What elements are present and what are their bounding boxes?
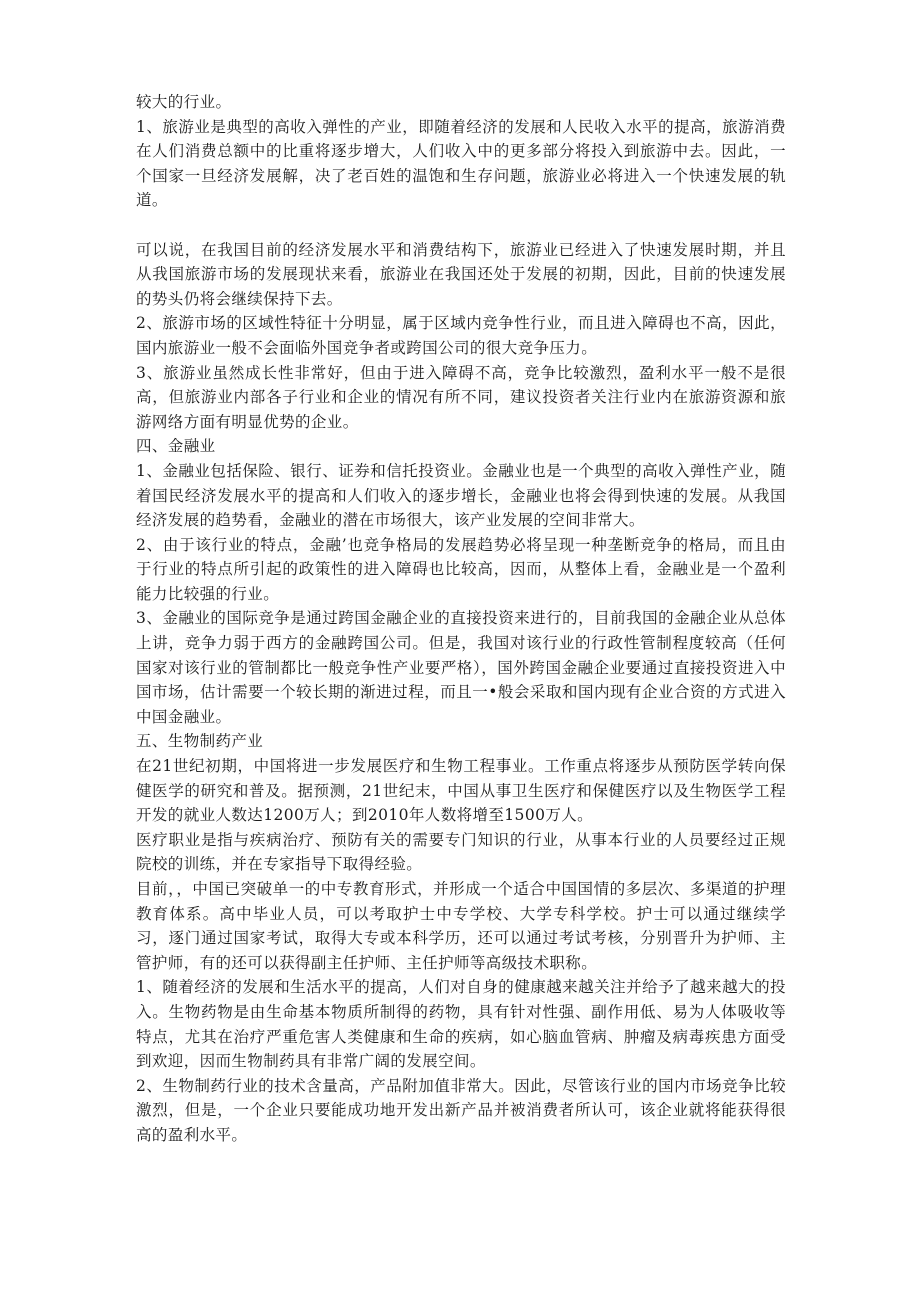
blank-line bbox=[136, 213, 786, 238]
paragraph-tourism-summary: 可以说，在我国目前的经济发展水平和消费结构下，旅游业已经进入了快速发展时期，并且从我国旅游市场的发展现状来看，旅游业在我国还处于发展的初期，因此，目前的快速发展的势头仍将会继续保持下去。 bbox=[136, 240, 786, 308]
paragraph-tourism-3: 3、旅游业虽然成长性非常好，但由于进入障碍不高，竞争比较激烈，盈利水平一般不是很高，但旅游业内部各子行业和企业的情况有所不同，建议投资者关注行业内在旅游资源和旅游网络方面有明显优势的企业。 bbox=[136, 363, 786, 431]
paragraph-intro-fragment: 较大的行业。 bbox=[136, 93, 232, 111]
paragraph-biopharma-1: 1、随着经济的发展和生活水平的提高，人们对自身的健康越来越关注并给予了越来越大的投入。生物药物是由生命基本物质所制得的药物，具有针对性强、副作用低、易为人体吸收等特点，尤其在治疗严重危害人类健康和生命的疾病，如心脑血管病、肿瘤及病毒疾患方面受到欢迎，因而生物制药具有非常广阔的发展空间。 bbox=[136, 978, 786, 1071]
paragraph-medical-profession: 医疗职业是指与疾病治疗、预防有关的需要专门知识的行业，从事本行业的人员要经过正规院校的训练，并在专家指导下取得经验。 bbox=[136, 830, 786, 874]
section-heading-biopharma: 五、生物制药产业 bbox=[136, 732, 264, 751]
paragraph-finance-1: 1、金融业包括保险、银行、证券和信托投资业。金融业也是一个典型的高收入弹性产业，随着国民经济发展水平的提高和人们收入的逐步增长，金融业也将会得到快速的发展。从我国经济发展的趋势看，金融业的潜在市场很大，该产业发展的空间非常大。 bbox=[136, 461, 786, 530]
paragraph-nursing-education: 目前，，中国已突破单一的中专教育形式，并形成一个适合中国国情的多层次、多渠道的护理教育体系。高中毕业人员，可以考取护士中专学校、大学专科学校。护士可以通过继续学习，逐门通过国家考试，取得大专或本科学历，还可以通过考试考核，分别晋升为护师、主管护师，有的还可以获得副主任护师、主任护师等高级技术职称。 bbox=[136, 880, 786, 972]
paragraph-tourism-2: 2、旅游市场的区域性特征十分明显，属于区域内竞争性行业，而且进入障碍也不高，因此，国内旅游业一般不会面临外国竞争者或跨国公司的很大竞争压力。 bbox=[136, 314, 786, 357]
paragraph-biopharma-intro: 在21世纪初期，中国将进一步发展医疗和生物工程事业。工作重点将逐步从预防医学转向保健医学的研究和普及。据预测，21世纪末，中国从事卫生医疗和保健医疗以及生物医学工程开发的就业人数达1200万人；到2010年人数将增至1500万人。 bbox=[136, 757, 786, 825]
paragraph-finance-2: 2、由于该行业的特点，金融’也竞争格局的发展趋势必将呈现一种垄断竞争的格局，而且由于行业的特点所引起的政策性的进入障碍也比较高，因而，从整体上看，金融业是一个盈利能力比较强的行业。 bbox=[136, 535, 786, 603]
section-heading-finance: 四、金融业 bbox=[136, 437, 216, 456]
paragraph-tourism-1: 1、旅游业是典型的高收入弹性的产业，即随着经济的发展和人民收入水平的提高，旅游消费在人们消费总额中的比重将逐步增大，人们收入中的更多部分将投入到旅游中去。因此，一个国家一旦经济发展解，决了老百姓的温饱和生存问题，旅游业必将进入一个快速发展的轨道。 bbox=[136, 117, 786, 210]
document-body bbox=[136, 90, 786, 1148]
paragraph-finance-3: 3、金融业的国际竞争是通过跨国金融企业的直接投资来进行的，目前我国的金融企业从总体上讲，竞争力弱于西方的金融跨国公司。但是，我国对该行业的行政性管制程度较高（任何国家对该行业的管制都比一般竞争性产业要严格），国外跨国金融企业要通过直接投资进入中国市场，估计需要一个较长期的渐进过程，而且一•般会采取和国内现有企业合资的方式进入中国金融业。 bbox=[136, 609, 786, 726]
paragraph-biopharma-2: 2、生物制药行业的技术含量高，产品附加值非常大。因此，尽管该行业的国内市场竞争比较激烈，但是，一个企业只要能成功地开发出新产品并被消费者所认可，该企业就将能获得很高的盈利水平。 bbox=[136, 1076, 786, 1144]
